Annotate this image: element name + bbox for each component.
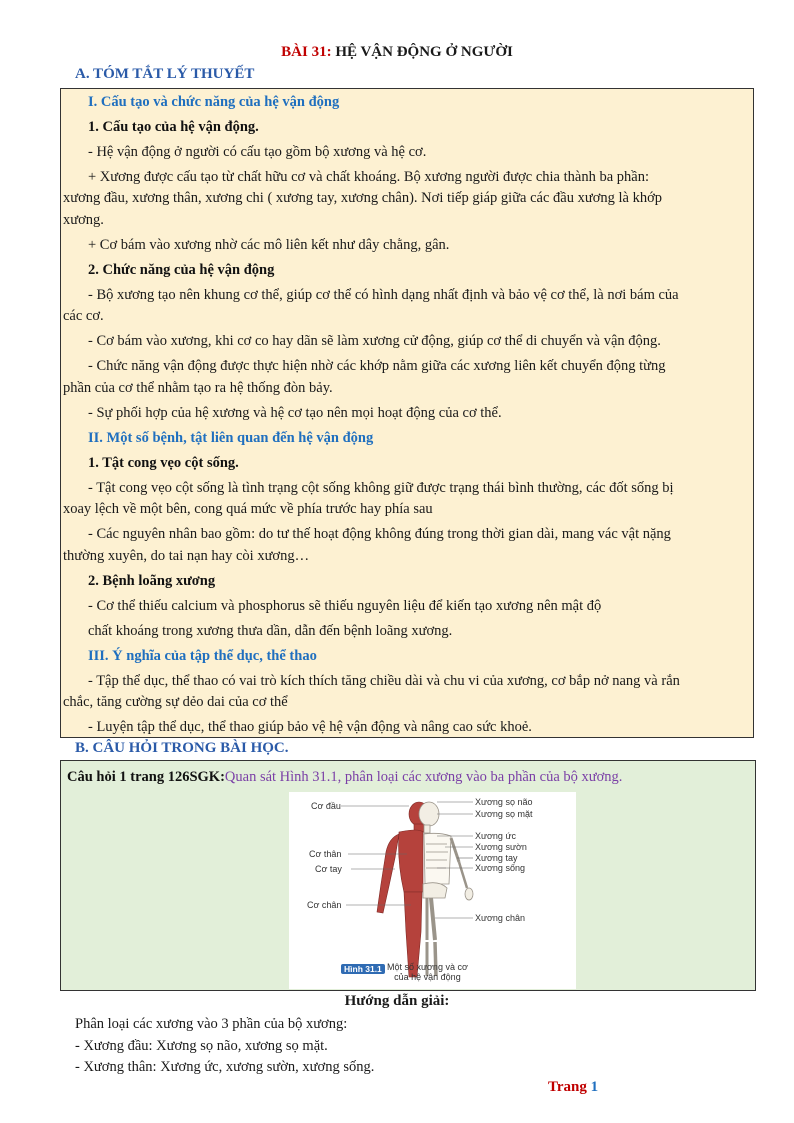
label-sternum: Xương ức <box>475 831 516 841</box>
solution-heading: Hướng dẫn giải: <box>344 993 450 1009</box>
figure-caption-line: của hệ vận động <box>394 972 461 982</box>
question-box <box>60 760 756 991</box>
lesson-name: HỆ VẬN ĐỘNG Ở NGƯỜI <box>331 44 513 60</box>
paragraph: xương. <box>63 212 104 228</box>
heading-structure-function: I. Cấu tạo và chức năng của hệ vận động <box>88 94 340 110</box>
question-label: Câu hỏi 1 trang 126SGK: <box>67 769 225 785</box>
paragraph: - Bộ xương tạo nên khung cơ thể, giúp cơ thể có hình dạng nhất định và bảo vệ cơ thể, là nơi bám của <box>88 287 679 303</box>
paragraph: - Hệ vận động ở người có cấu tạo gồm bộ xương và hệ cơ. <box>88 144 427 160</box>
lesson-title <box>0 44 794 61</box>
section-b-heading: B. CÂU HỎI TRONG BÀI HỌC. <box>75 740 289 756</box>
heading-diseases: II. Một số bệnh, tật liên quan đến hệ vận động <box>88 430 374 446</box>
paragraph: - Các nguyên nhân bao gồm: do tư thế hoạt động không đúng trong thời gian dài, mang vác vật nặng <box>88 526 671 542</box>
subheading-scoliosis: 1. Tật cong vẹo cột sống. <box>88 455 239 471</box>
subheading-structure: 1. Cấu tạo của hệ vận động. <box>88 119 259 135</box>
figure-caption <box>387 962 468 982</box>
label-trunk-muscle: Cơ thân <box>309 849 342 859</box>
page-number <box>548 1079 598 1096</box>
figure-number-badge: Hình 31.1 <box>341 964 385 974</box>
label-spine: Xương sống <box>475 863 525 873</box>
paragraph: + Cơ bám vào xương nhờ các mô liên kết như dây chằng, gân. <box>88 237 450 253</box>
paragraph: - Tập thể dục, thể thao có vai trò kích thích tăng chiều dài và chu vi của xương, cơ bắp nở nang và rắn <box>88 673 680 689</box>
solution-line: - Xương thân: Xương ức, xương sườn, xương sống. <box>75 1059 375 1075</box>
paragraph: - Luyện tập thể dục, thể thao giúp bảo vệ hệ vận động và nâng cao sức khoẻ. <box>88 719 532 735</box>
label-leg-muscle: Cơ chân <box>307 900 342 910</box>
paragraph: - Tật cong vẹo cột sống là tình trạng cột sống không giữ được trạng thái bình thường, các đốt sống bị <box>88 480 674 496</box>
paragraph: chất khoáng trong xương thưa dần, dẫn đến bệnh loãng xương. <box>88 623 453 639</box>
paragraph: - Cơ thể thiếu calcium và phosphorus sẽ thiếu nguyên liệu để kiến tạo xương nên mật độ <box>88 598 602 614</box>
theory-box <box>60 88 754 738</box>
paragraph: xoay lệch về một bên, cong quá mức về phía trước hay phía sau <box>63 501 433 517</box>
subheading-function: 2. Chức năng của hệ vận động <box>88 262 275 278</box>
paragraph: - Cơ bám vào xương, khi cơ co hay dãn sẽ làm xương cử động, giúp cơ thể di chuyển và vận động. <box>88 333 661 349</box>
solution-line: - Xương đầu: Xương sọ não, xương sọ mặt. <box>75 1038 328 1054</box>
figure-caption-line: Một số xương và cơ <box>387 962 468 972</box>
label-cranium: Xương sọ não <box>475 797 533 807</box>
page-label: Trang <box>548 1079 591 1095</box>
section-a-heading: A. TÓM TẮT LÝ THUYẾT <box>75 66 255 82</box>
paragraph: xương đầu, xương thân, xương chi ( xương tay, xương chân). Nơi tiếp giáp giữa các đầu xương là khớp <box>63 190 663 206</box>
paragraph: - Sự phối hợp của hệ xương và hệ cơ tạo nên mọi hoạt động của cơ thể. <box>88 405 502 421</box>
paragraph: thường xuyên, do tai nạn hay còi xương… <box>63 548 310 564</box>
page-number-value: 1 <box>590 1079 599 1095</box>
label-arm-muscle: Cơ tay <box>315 864 342 874</box>
paragraph: - Chức năng vận động được thực hiện nhờ các khớp nằm giữa các xương liên kết chuyển động từng <box>88 358 666 374</box>
body-illustration <box>289 792 576 989</box>
subheading-osteoporosis: 2. Bệnh loãng xương <box>88 573 216 589</box>
label-facial-bones: Xương sọ mặt <box>475 809 533 819</box>
paragraph: + Xương được cấu tạo từ chất hữu cơ và chất khoáng. Bộ xương người được chia thành ba phần: <box>88 169 649 185</box>
label-head-muscle: Cơ đầu <box>311 801 341 811</box>
heading-exercise: III. Ý nghĩa của tập thể dục, thể thao <box>88 648 317 664</box>
question-text: Quan sát Hình 31.1, phân loại các xương vào ba phần của bộ xương. <box>224 769 623 785</box>
paragraph: chắc, tăng cường sự dẻo dai của cơ thể <box>63 694 288 710</box>
paragraph: phần của cơ thể nhằm tạo ra hệ thống đòn bảy. <box>63 380 333 396</box>
question <box>67 767 622 787</box>
figure-31-1 <box>289 792 576 989</box>
label-arm-bones: Xương tay <box>475 853 518 863</box>
label-leg-bones: Xương chân <box>475 913 525 923</box>
label-ribs: Xương sườn <box>475 842 527 852</box>
solution-line: Phân loại các xương vào 3 phần của bộ xương: <box>75 1016 348 1032</box>
lesson-number: BÀI 31: <box>281 44 332 60</box>
paragraph: các cơ. <box>63 308 104 324</box>
